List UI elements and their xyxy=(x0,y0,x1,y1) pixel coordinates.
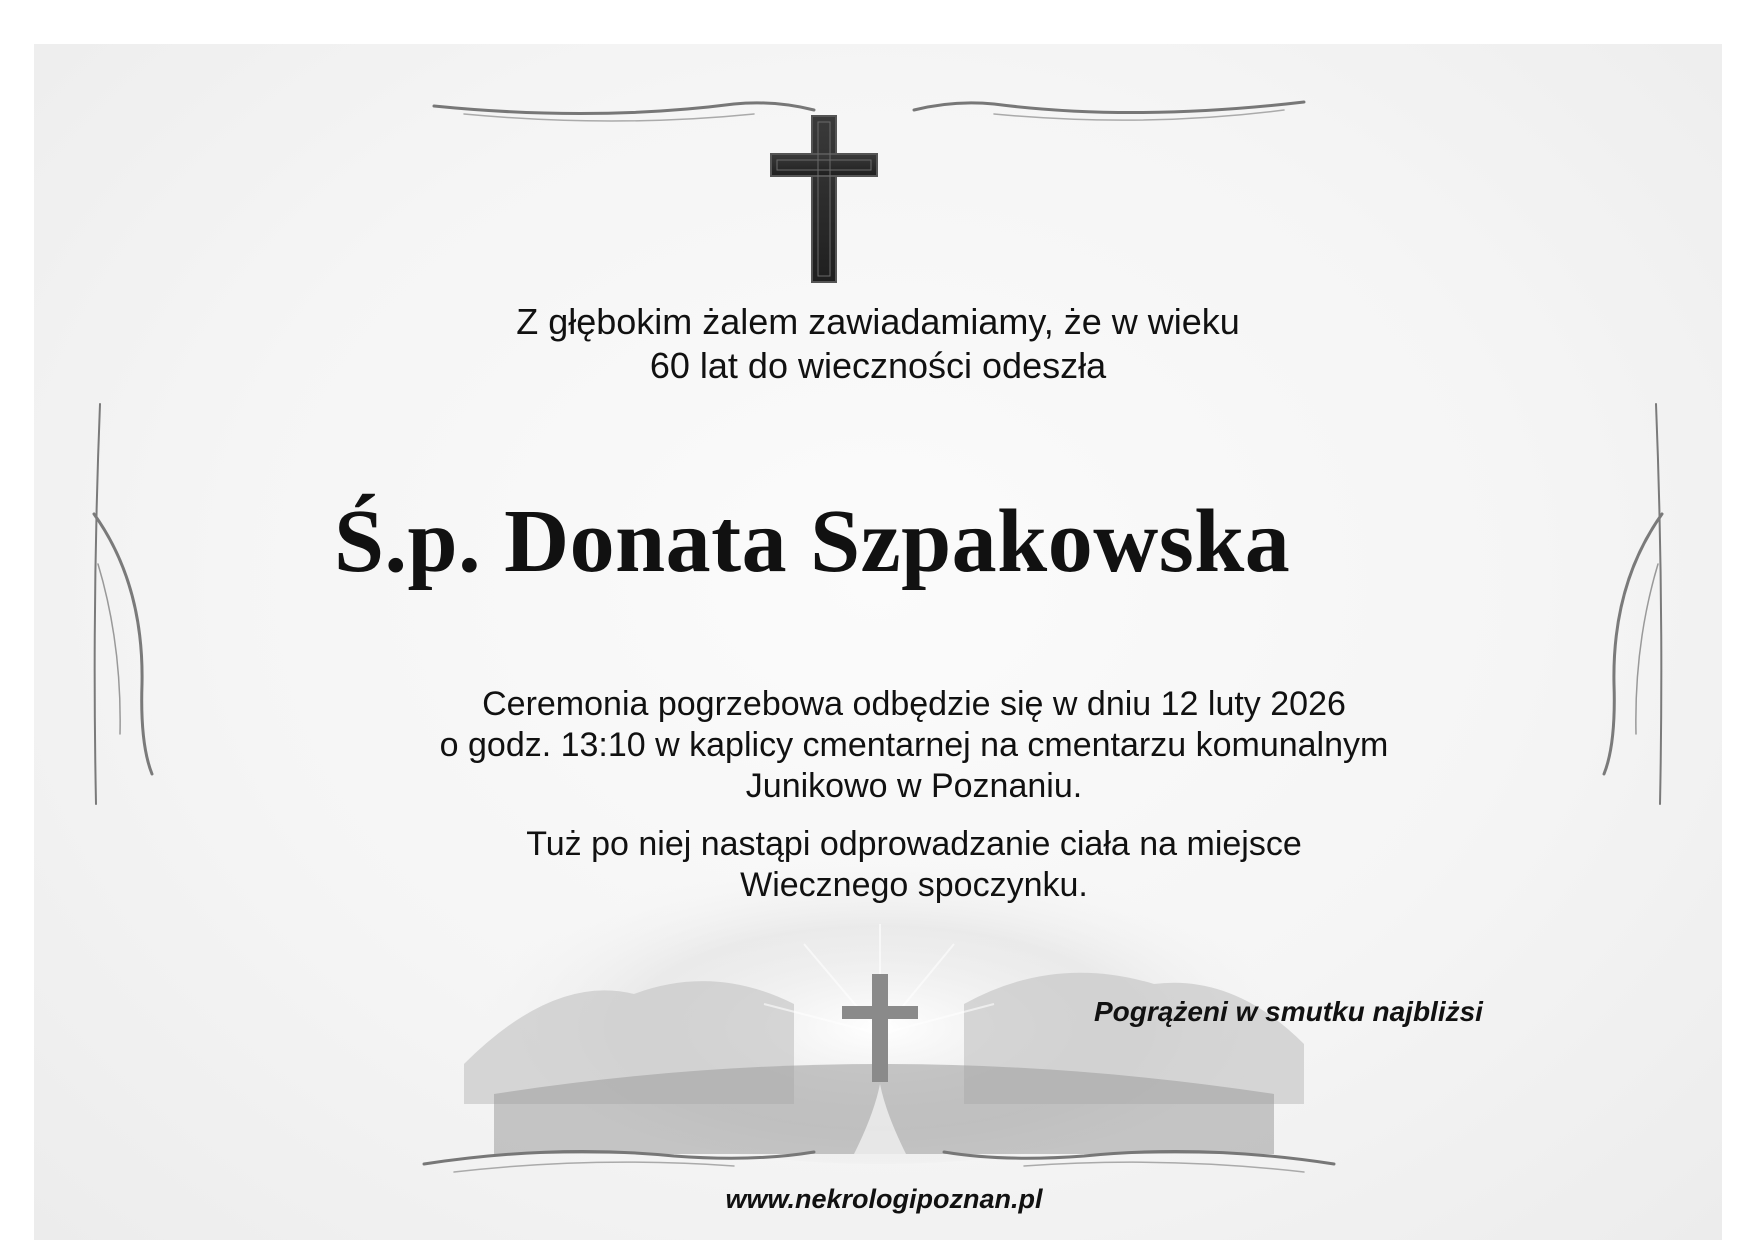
intro-text xyxy=(34,300,1722,388)
intro-line: Z głębokim żalem zawiadamiamy, że w wieku xyxy=(516,301,1240,342)
ceremony-line: o godz. 13:10 w kaplicy cmentarnej na cmentarzu komunalnym xyxy=(439,726,1389,764)
signoff: Pogrążeni w smutku najbliżsi xyxy=(1094,996,1483,1027)
obituary-card xyxy=(34,44,1722,1240)
ceremony-line: Ceremonia pogrzebowa odbędzie się w dniu 12 luty 2026 xyxy=(482,685,1346,723)
ceremony-details xyxy=(384,684,1444,807)
deceased-name: Ś.p. Donata Szpakowska xyxy=(334,492,1291,591)
procession-line: Tuż po niej nastąpi odprowadzanie ciała na miejsce xyxy=(526,825,1302,863)
website-link[interactable]: www.nekrologipoznan.pl xyxy=(725,1184,1043,1214)
cross-icon xyxy=(771,116,877,282)
intro-line: 60 lat do wieczności odeszła xyxy=(649,345,1107,386)
ceremony-line: Junikowo w Poznaniu. xyxy=(745,767,1083,805)
decorative-frame xyxy=(34,44,1722,1240)
procession-details xyxy=(384,824,1444,906)
right-side-ornament xyxy=(1604,404,1662,804)
left-side-ornament xyxy=(94,404,152,804)
top-swirl-ornament xyxy=(434,102,1304,121)
procession-line: Wiecznego spoczynku. xyxy=(740,866,1088,904)
